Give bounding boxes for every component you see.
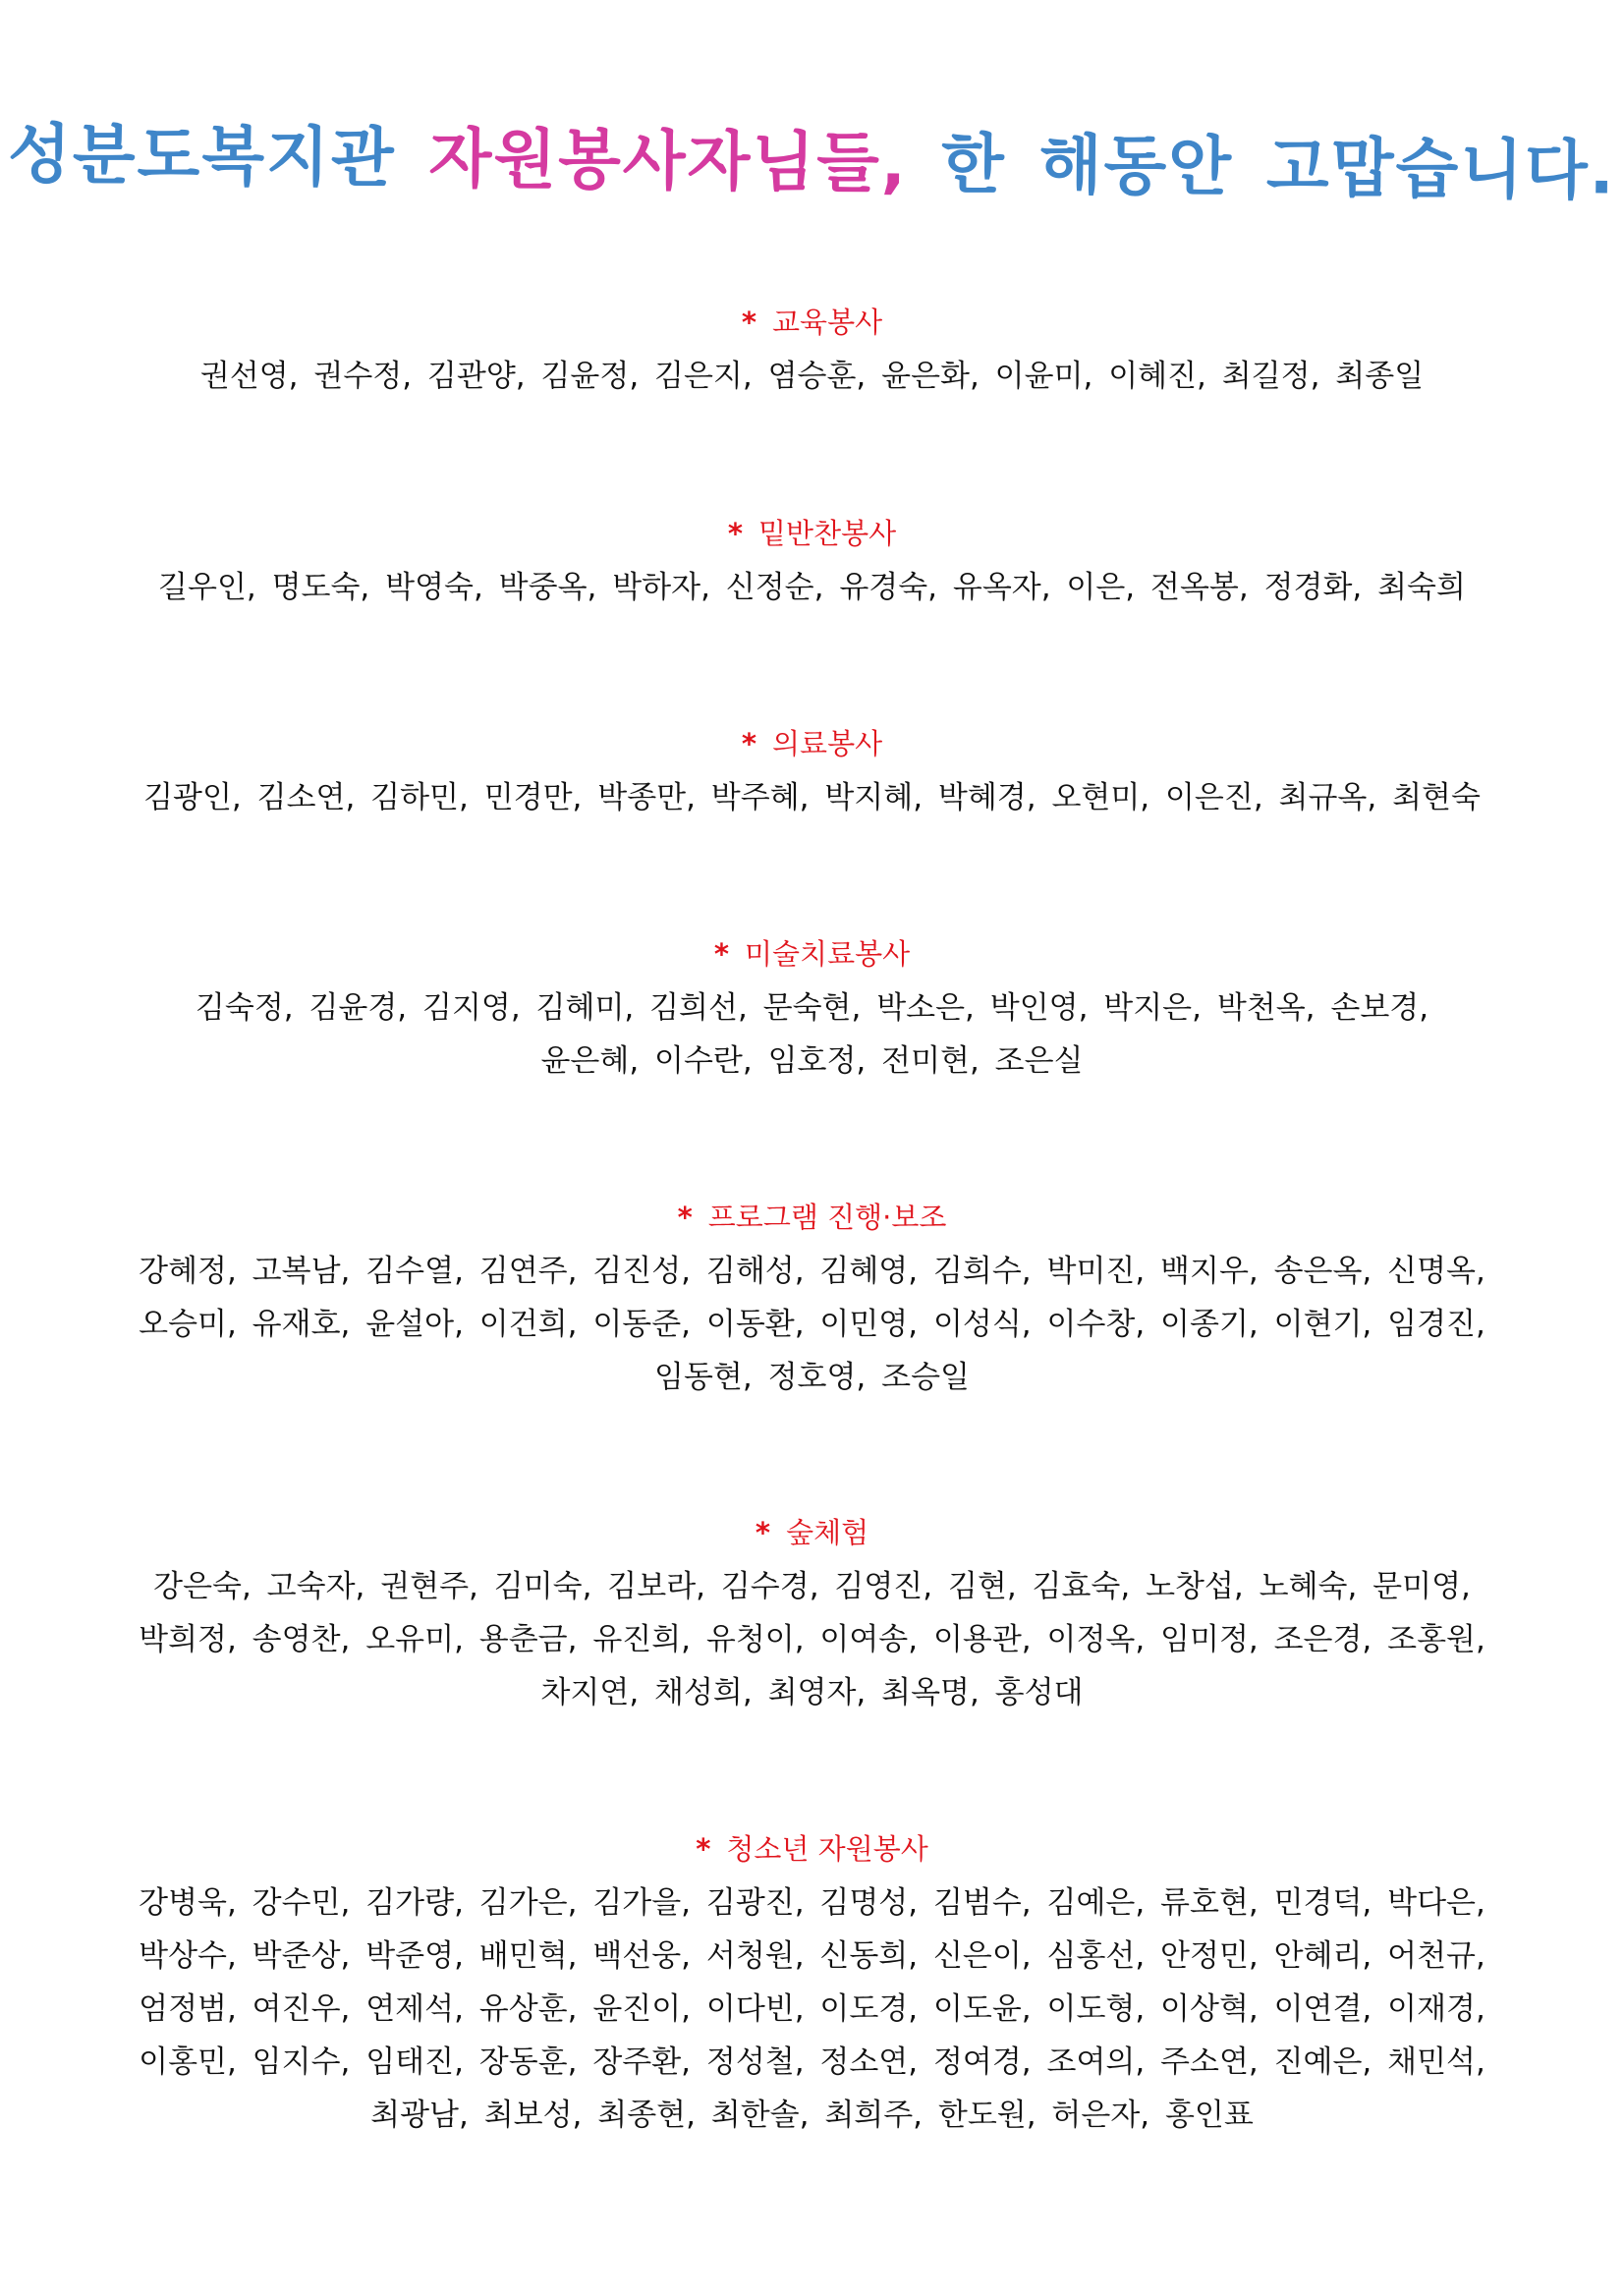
names-line: 엄정범, 여진우, 연제석, 유상훈, 윤진이, 이다빈, 이도경, 이도윤, 이도형, 이상혁, 이연결, 이재경, <box>139 1991 1485 2027</box>
names-line: 이홍민, 임지수, 임태진, 장동훈, 장주환, 정성철, 정소연, 정여경, 조여의, 주소연, 진예은, 채민석, <box>139 2044 1485 2080</box>
section-youth-volunteers <box>98 1829 1526 2142</box>
names-line: 김숙정, 김윤경, 김지영, 김혜미, 김희선, 문숙현, 박소은, 박인영, 박지은, 박천옥, 손보경, <box>195 990 1429 1026</box>
names-line: 윤은혜, 이수란, 임호정, 전미현, 조은실 <box>540 1043 1084 1079</box>
heading-marker: * <box>741 727 757 760</box>
section-heading <box>98 1513 1526 1552</box>
names-line: 강병욱, 강수민, 김가량, 김가은, 김가을, 김광진, 김명성, 김범수, 김예은, 류호현, 민경덕, 박다은, <box>139 1885 1485 1921</box>
heading-title: 숲체험 <box>786 1516 869 1549</box>
names-line: 박상수, 박준상, 박준영, 배민혁, 백선웅, 서청원, 신동희, 신은이, 심홍선, 안정민, 안혜리, 어천규, <box>139 1938 1485 1974</box>
heading-title: 미술치료봉사 <box>745 937 911 971</box>
section-heading <box>98 1829 1526 1869</box>
title-part-year: 해동안 <box>1038 127 1234 205</box>
section-heading <box>98 303 1526 342</box>
section-art-therapy <box>98 934 1526 1088</box>
section-education <box>98 303 1526 403</box>
section-heading <box>98 514 1526 553</box>
title-period: . <box>1589 133 1617 209</box>
names-line: 길우인, 명도숙, 박영숙, 박중옥, 박하자, 신정순, 유경숙, 유옥자, 이은, 전옥봉, 정경화, 최숙희 <box>158 570 1466 605</box>
heading-marker: * <box>677 1201 693 1234</box>
section-side-dishes <box>98 514 1526 614</box>
heading-marker: * <box>741 306 757 339</box>
section-medical <box>98 724 1526 824</box>
names-line: 강은숙, 고숙자, 권현주, 김미숙, 김보라, 김수경, 김영진, 김현, 김효숙, 노창섭, 노혜숙, 문미영, <box>153 1569 1471 1604</box>
names-line: 최광남, 최보성, 최종현, 최한솔, 최희주, 한도원, 허은자, 홍인표 <box>370 2098 1254 2133</box>
heading-title: 교육봉사 <box>772 306 883 339</box>
heading-title: 의료봉사 <box>772 727 883 760</box>
page-title <box>0 101 1624 211</box>
names-line: 박희정, 송영찬, 오유미, 용춘금, 유진희, 유청이, 이여송, 이용관, 이정옥, 임미정, 조은경, 조홍원, <box>139 1622 1485 1657</box>
names-line: 오승미, 유재호, 윤설아, 이건희, 이동준, 이동환, 이민영, 이성식, 이수창, 이종기, 이현기, 임경진, <box>139 1307 1485 1342</box>
heading-marker: * <box>713 937 730 971</box>
section-heading <box>98 724 1526 763</box>
names-line: 권선영, 권수정, 김관양, 김윤정, 김은지, 염승훈, 윤은화, 이윤미, 이혜진, 최길정, 최종일 <box>199 359 1425 394</box>
names-line: 임동현, 정호영, 조승일 <box>654 1360 970 1395</box>
heading-marker: * <box>755 1516 771 1549</box>
section-heading <box>98 934 1526 974</box>
heading-title: 청소년 자원봉사 <box>726 1832 928 1866</box>
names-line: 차지연, 채성희, 최영자, 최옥명, 홍성대 <box>540 1675 1084 1710</box>
title-part-one: 한 <box>940 126 1007 203</box>
title-part-volunteers: 자원봉사자님들, <box>428 120 909 202</box>
title-part-thanks: 고맙습니다 <box>1265 129 1591 209</box>
section-heading <box>98 1198 1526 1237</box>
heading-title: 밑반찬봉사 <box>758 517 897 550</box>
section-forest-experience <box>98 1513 1526 1719</box>
heading-title: 프로그램 진행·보조 <box>707 1201 947 1234</box>
heading-marker: * <box>696 1832 711 1866</box>
heading-marker: * <box>727 517 744 550</box>
section-program-support <box>98 1198 1526 1404</box>
names-line: 강혜정, 고복남, 김수열, 김연주, 김진성, 김해성, 김혜영, 김희수, 박미진, 백지우, 송은옥, 신명옥, <box>139 1254 1485 1289</box>
title-part-center-name: 성분도복지관 <box>7 116 396 196</box>
names-line: 김광인, 김소연, 김하민, 민경만, 박종만, 박주혜, 박지혜, 박혜경, 오현미, 이은진, 최규옥, 최현숙 <box>143 780 1481 815</box>
